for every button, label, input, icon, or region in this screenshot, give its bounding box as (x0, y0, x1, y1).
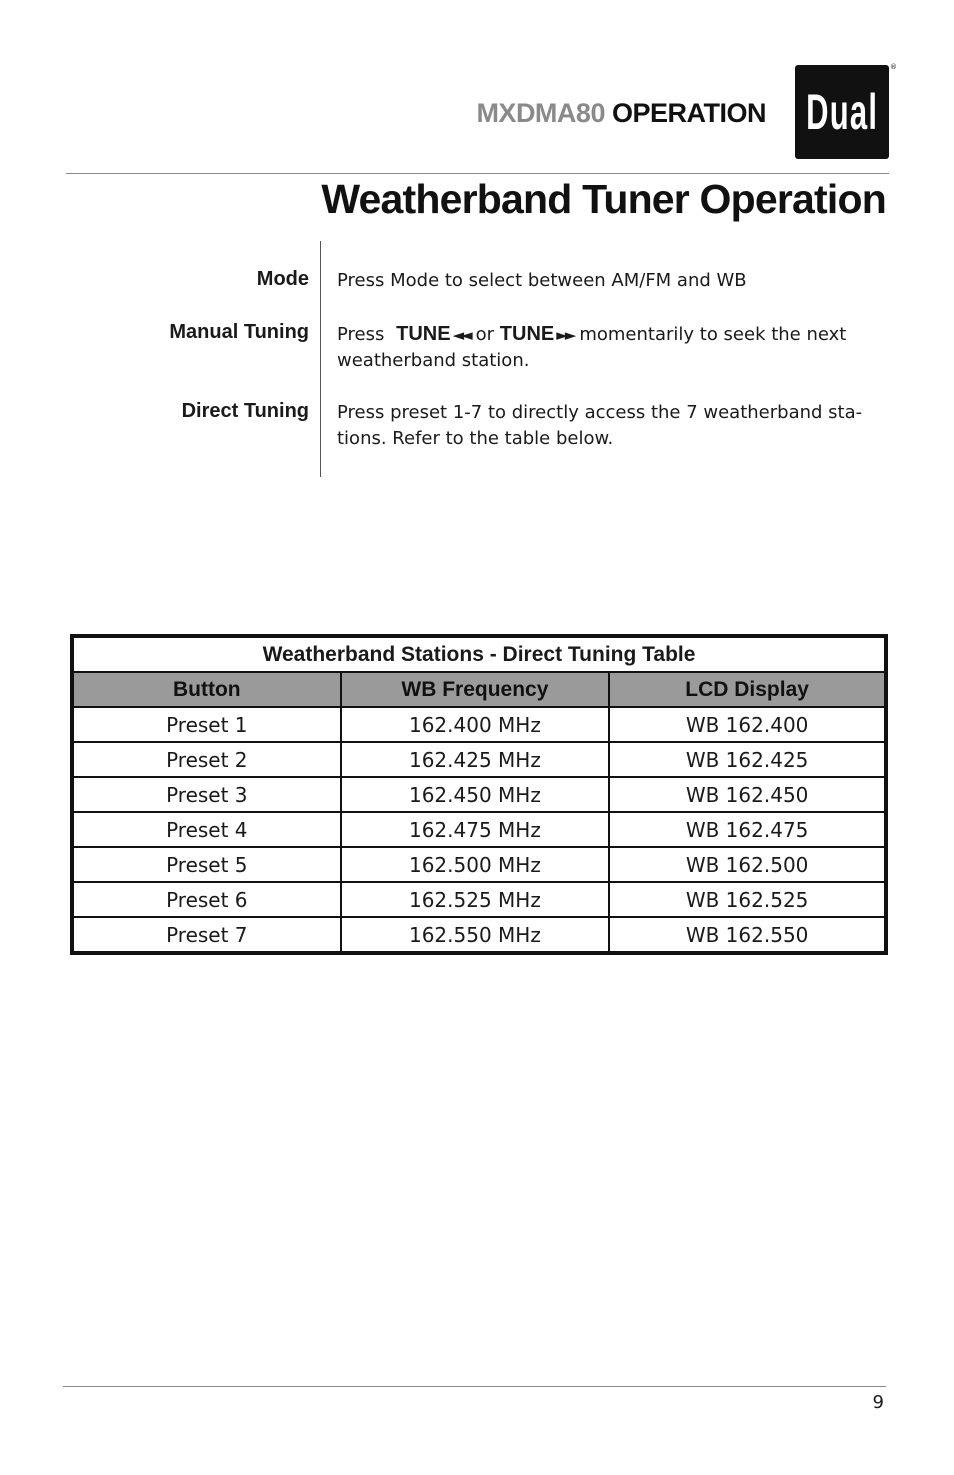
cell-button: Preset 5 (72, 847, 341, 882)
cell-lcd: WB 162.500 (609, 847, 886, 882)
manual-tuning-rest: momentarily to seek the next weatherband station. (337, 324, 847, 371)
cell-button: Preset 2 (72, 742, 341, 777)
table-row (72, 777, 886, 812)
bottom-divider (63, 1386, 886, 1387)
cell-frequency: 162.550 MHz (341, 917, 610, 953)
registered-mark: ® (890, 63, 897, 71)
cell-lcd: WB 162.475 (609, 812, 886, 847)
weatherband-table (70, 634, 888, 955)
item-label-manual-tuning: Manual Tuning (169, 321, 309, 343)
top-divider (66, 173, 889, 174)
cell-button: Preset 1 (72, 707, 341, 742)
logo-text: Dual (805, 84, 879, 140)
page-title: Weatherband Tuner Operation (321, 176, 886, 222)
cell-button: Preset 3 (72, 777, 341, 812)
page-number: 9 (872, 1392, 884, 1413)
item-label-direct-tuning: Direct Tuning (181, 400, 309, 422)
cell-lcd: WB 162.425 (609, 742, 886, 777)
item-desc-direct-tuning: Press preset 1-7 to directly access the 7 weatherband sta-tions. Refer to the table below. (337, 402, 863, 449)
cell-lcd: WB 162.525 (609, 882, 886, 917)
tune-label-right: TUNE (499, 323, 555, 345)
cell-frequency: 162.525 MHz (341, 882, 610, 917)
press-word: Press (337, 324, 385, 345)
vertical-divider (320, 241, 321, 477)
cell-button: Preset 6 (72, 882, 341, 917)
cell-frequency: 162.450 MHz (341, 777, 610, 812)
cell-lcd: WB 162.550 (609, 917, 886, 953)
item-desc-manual-tuning (337, 321, 882, 374)
col-header-frequency: WB Frequency (341, 672, 610, 707)
cell-button: Preset 4 (72, 812, 341, 847)
table-row (72, 812, 886, 847)
item-desc-mode: Press Mode to select between AM/FM and WB (337, 270, 747, 291)
cell-button: Preset 7 (72, 917, 341, 953)
table-caption: Weatherband Stations - Direct Tuning Table (72, 636, 886, 672)
brand-logo (795, 65, 889, 159)
col-header-button: Button (72, 672, 341, 707)
cell-frequency: 162.400 MHz (341, 707, 610, 742)
tune-label-left: TUNE (396, 323, 451, 345)
cell-frequency: 162.500 MHz (341, 847, 610, 882)
cell-lcd: WB 162.450 (609, 777, 886, 812)
table-row (72, 917, 886, 953)
model-name: MXDMA80 (476, 98, 605, 128)
header-model-line (476, 98, 766, 129)
table-row (72, 707, 886, 742)
col-header-lcd-display: LCD Display (609, 672, 886, 707)
item-label-mode: Mode (256, 268, 309, 290)
cell-lcd: WB 162.400 (609, 707, 886, 742)
cell-frequency: 162.475 MHz (341, 812, 610, 847)
seek-forward-icon: ►► (556, 326, 574, 344)
table-row (72, 742, 886, 777)
table-row (72, 847, 886, 882)
cell-frequency: 162.425 MHz (341, 742, 610, 777)
table-row (72, 882, 886, 917)
or-word: or (475, 324, 495, 345)
seek-back-icon: ◄◄ (452, 326, 470, 344)
section-name: OPERATION (611, 98, 766, 128)
